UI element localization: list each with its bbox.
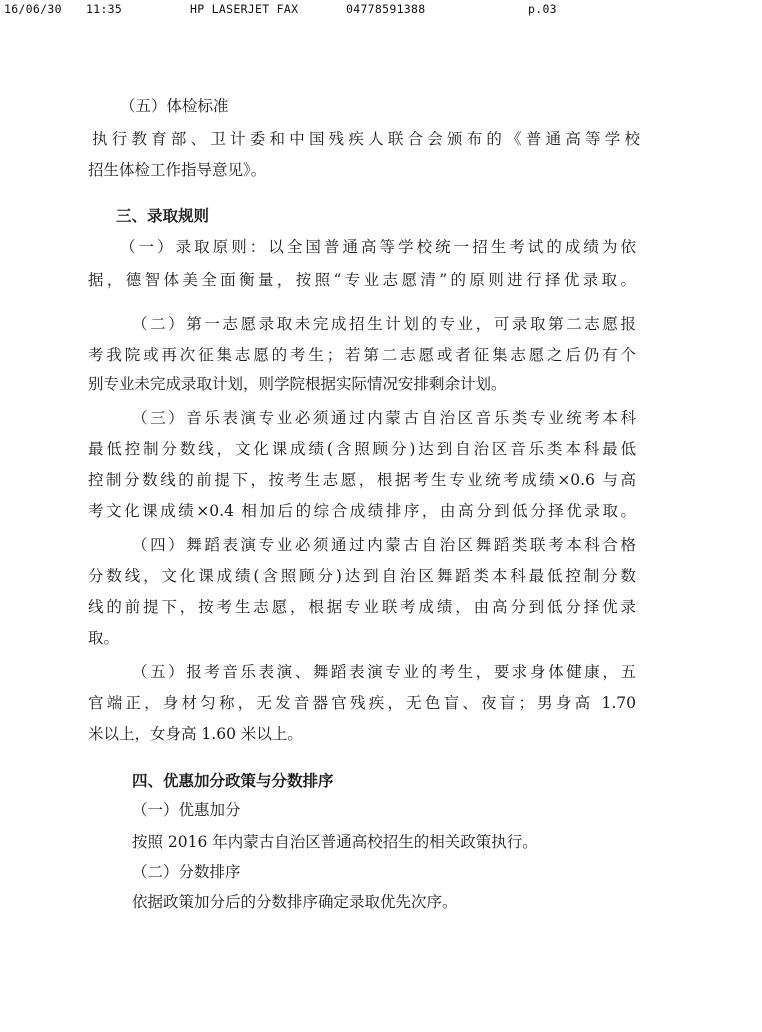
paragraph-line: 控制分数线的前提下，按考生志愿，根据考生专业统考成绩×0.6 与高: [88, 471, 636, 489]
section-heading-bonus-policy: 四、优惠加分政策与分数排序: [132, 772, 334, 790]
fax-time: 11:35: [86, 2, 123, 16]
fax-header: [0, 0, 762, 18]
subheading-bonus-points: （一）优惠加分: [132, 801, 241, 819]
paragraph-line: （五）报考音乐表演、舞蹈表演专业的考生，要求身体健康，五: [132, 663, 636, 681]
paragraph-line: 考我院或再次征集志愿的考生；若第二志愿或者征集志愿之后仍有个: [88, 346, 636, 364]
paragraph-line: 官端正，身材匀称，无发音器官残疾，无色盲、夜盲；男身高 1.70: [88, 694, 636, 712]
fax-date: 16/06/30: [4, 2, 62, 16]
paragraph-line: （四）舞蹈表演专业必须通过内蒙古自治区舞蹈类联考本科合格: [132, 536, 636, 554]
fax-page-number: p.03: [528, 2, 557, 16]
subheading-physical-exam: （五）体检标准: [120, 97, 229, 115]
paragraph-line: 取。: [88, 629, 120, 647]
paragraph-line: 米以上，女身高 1.60 米以上。: [88, 725, 303, 743]
paragraph-line: （二）第一志愿录取未完成招生计划的专业，可录取第二志愿报: [132, 315, 636, 333]
paragraph-line: 据，德智体美全面衡量，按照“专业志愿清”的原则进行择优录取。: [88, 271, 636, 289]
paragraph-line: 执行教育部、卫计委和中国残疾人联合会颁布的《普通高等学校: [92, 130, 640, 148]
paragraph-line: 线的前提下，按考生志愿，根据专业联考成绩，由高分到低分择优录: [88, 598, 636, 616]
fax-device: HP LASERJET FAX: [190, 2, 299, 16]
fax-number: 04778591388: [346, 2, 426, 16]
paragraph-line: （一）录取原则：以全国普通高等学校统一招生考试的成绩为依: [120, 238, 636, 256]
paragraph-line: （三）音乐表演专业必须通过内蒙古自治区音乐类专业统考本科: [132, 409, 636, 427]
paragraph-line: 按照 2016 年内蒙古自治区普通高校招生的相关政策执行。: [132, 833, 538, 851]
paragraph-line: 依据政策加分后的分数排序确定录取优先次序。: [132, 893, 458, 911]
paragraph-line: 招生体检工作指导意见》。: [88, 161, 267, 179]
paragraph-line: 考文化课成绩×0.4 相加后的综合成绩排序，由高分到低分择优录取。: [88, 502, 636, 520]
section-heading-admission-rules: 三、录取规则: [116, 207, 210, 225]
paragraph-line: 别专业未完成录取计划，则学院根据实际情况安排剩余计划。: [88, 375, 507, 393]
subheading-score-ranking: （二）分数排序: [132, 863, 241, 881]
paragraph-line: 最低控制分数线，文化课成绩(含照顾分)达到自治区音乐类本科最低: [88, 440, 636, 458]
paragraph-line: 分数线，文化课成绩(含照顾分)达到自治区舞蹈类本科最低控制分数: [88, 567, 636, 585]
